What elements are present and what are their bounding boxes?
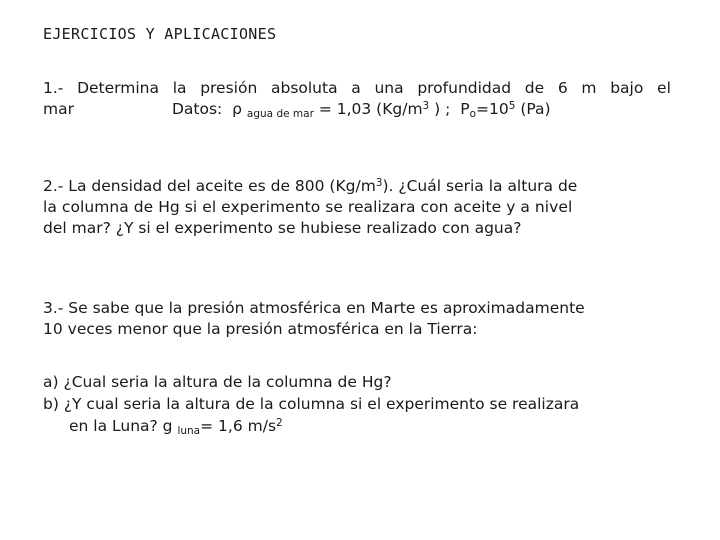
p-value: =10 bbox=[476, 100, 509, 118]
question-1-line-1 bbox=[43, 78, 671, 99]
rho-value: = 1,03 (Kg/m bbox=[313, 100, 423, 118]
question-1-word: 6 bbox=[557, 79, 568, 97]
luna-text: en la Luna? g bbox=[69, 417, 178, 435]
p-subscript: o bbox=[469, 108, 476, 120]
sub-question-a: a) ¿Cual seria la altura de la columna de Hg? bbox=[43, 373, 392, 391]
question-1-word: bajo bbox=[610, 79, 644, 97]
question-3 bbox=[43, 298, 671, 340]
question-2-line-1 bbox=[43, 176, 671, 197]
g-exponent: 2 bbox=[276, 417, 283, 429]
question-1-word: absoluta bbox=[270, 79, 338, 97]
sub-question-b-line-2 bbox=[43, 415, 671, 437]
question-2-text-b: ). ¿Cuál seria la altura de bbox=[382, 177, 578, 195]
datos-label: Datos: ρ bbox=[171, 100, 242, 118]
question-3-line-1: 3.- Se sabe que la presión atmosférica en Marte es aproximadamente bbox=[43, 299, 585, 317]
p-exponent: 5 bbox=[508, 100, 516, 112]
question-2 bbox=[43, 176, 671, 239]
question-1-word: una bbox=[374, 79, 404, 97]
sub-questions bbox=[43, 371, 671, 437]
question-1-word: de bbox=[524, 79, 545, 97]
rho-exponent: 3 bbox=[422, 100, 430, 112]
question-1-word: 1.- bbox=[43, 79, 64, 97]
question-2-line-3: del mar? ¿Y si el experimento se hubiese realizado con agua? bbox=[43, 219, 522, 237]
question-1-word: a bbox=[351, 79, 361, 97]
question-1-word: la bbox=[172, 79, 187, 97]
question-1-word: profundidad bbox=[417, 79, 512, 97]
question-1-mar: mar bbox=[43, 100, 74, 118]
g-value: = 1,6 m/s bbox=[200, 417, 277, 435]
question-1-word: Determina bbox=[77, 79, 159, 97]
page-title: EJERCICIOS Y APLICACIONES bbox=[43, 25, 277, 43]
question-1 bbox=[43, 78, 671, 120]
question-2-text-a: 2.- La densidad del aceite es de 800 (Kg/m bbox=[43, 177, 376, 195]
question-1-line-2 bbox=[43, 99, 671, 120]
question-1-word: m bbox=[581, 79, 597, 97]
question-2-line-2: la columna de Hg si el experimento se realizara con aceite y a nivel bbox=[43, 198, 573, 216]
p-unit: (Pa) bbox=[515, 100, 551, 118]
question-1-word: el bbox=[657, 79, 671, 97]
question-3-line-2: 10 veces menor que la presión atmosférica en la Tierra: bbox=[43, 320, 478, 338]
rho-subscript: agua de mar bbox=[246, 108, 314, 120]
g-subscript: luna bbox=[177, 425, 201, 437]
question-1-word: presión bbox=[200, 79, 258, 97]
question-2-exponent: 3 bbox=[375, 177, 383, 189]
sub-question-b-line-1: b) ¿Y cual seria la altura de la columna si el experimento se realizara bbox=[43, 395, 580, 413]
after-rho: ) ; P bbox=[429, 100, 470, 118]
